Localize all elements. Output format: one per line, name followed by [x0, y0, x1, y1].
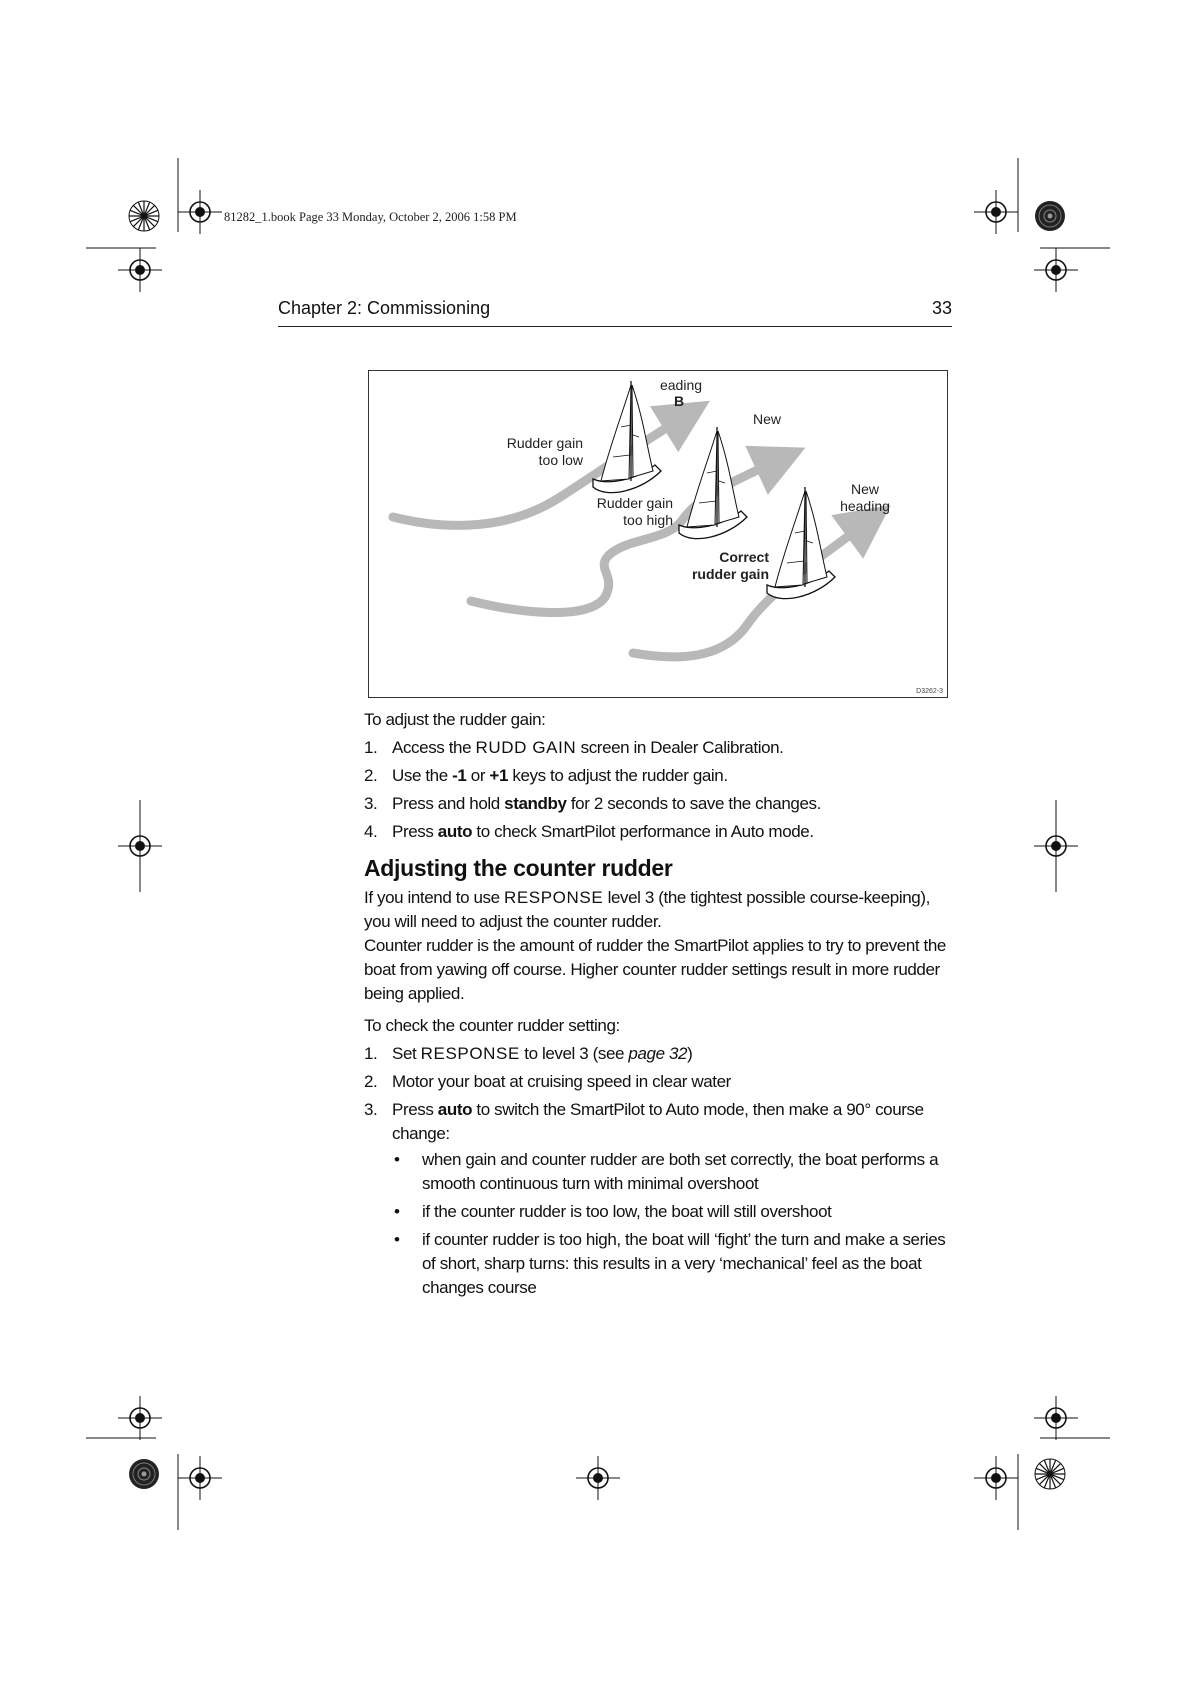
label-gain-low-1: Rudder gain — [506, 435, 583, 451]
label-new: New — [753, 411, 782, 427]
list-item: • if counter rudder is too high, the boat will ‘fight’ the turn and make a series of short, sharp turns: this results in a very ‘mechanical’ feel as the boat changes course — [394, 1230, 946, 1297]
list-item: 1. Set RESPONSE to level 3 (see page 32) — [364, 1044, 693, 1063]
list-item: 1. Access the RUDD GAIN screen in Dealer Calibration. — [364, 738, 784, 757]
label-gain-high-1: Rudder gain — [596, 495, 673, 511]
intro-text-2: To check the counter rudder setting: — [364, 1016, 620, 1035]
section-title: Adjusting the counter rudder — [364, 855, 673, 881]
intro-text: To adjust the rudder gain: — [364, 710, 546, 729]
bullet-list — [392, 1148, 952, 1300]
label-gain-high-2: too high — [623, 512, 673, 528]
page-link[interactable]: page 32 — [628, 1044, 688, 1063]
print-slug: 81282_1.book Page 33 Monday, October 2, 2006 1:58 PM — [224, 210, 517, 224]
rudder-gain-illustration — [369, 371, 947, 697]
page-number: 33 — [931, 298, 952, 318]
label-correct-1: Correct — [719, 549, 769, 565]
list-item: 4. Press auto to check SmartPilot performance in Auto mode. — [364, 822, 814, 841]
label-heading-b: B — [673, 393, 685, 409]
list-item: 3. Press and hold standby for 2 seconds to save the changes. — [364, 794, 821, 813]
running-header — [278, 296, 952, 327]
body-content — [364, 708, 952, 1306]
list-item: 3. Press auto to switch the SmartPilot to Auto mode, then make a 90° course change: • when gain and counter rudder are both set correctly, the boat performs a smooth continuous turn with minimal overshoot • if the counter rudder is too low, the boat will still overshoot • if counter rudder is too high, the boat will ‘fight’ the turn and make a series of short, sharp turns: this results in a very ‘mechanical’ feel as the boat changes course — [364, 1098, 952, 1300]
counter-rudder-steps — [364, 1042, 952, 1300]
boat-correct-gain — [767, 487, 835, 599]
list-item: • if the counter rudder is too low, the boat will still overshoot — [394, 1202, 832, 1221]
label-heading-a: eading — [659, 377, 703, 393]
chapter-title: Chapter 2: Commissioning — [278, 298, 491, 318]
list-item: 2. Motor your boat at cruising speed in clear water — [364, 1072, 731, 1091]
paragraph: If you intend to use RESPONSE level 3 (the tightest possible course-keeping), you will need to adjust the counter rudder. — [364, 888, 930, 931]
paragraph: Counter rudder is the amount of rudder the SmartPilot applies to try to prevent the boat from yawing off course. Higher counter rudder settings result in more rudder being applied. — [364, 936, 946, 1003]
list-item: 2. Use the -1 or +1 keys to adjust the rudder gain. — [364, 766, 728, 785]
list-item: • when gain and counter rudder are both set correctly, the boat performs a smooth continuous turn with minimal overshoot — [394, 1150, 939, 1193]
label-correct-2: rudder gain — [691, 566, 769, 582]
rudder-gain-figure — [368, 370, 948, 698]
figure-id: D3262-3 — [916, 688, 943, 695]
label-new-heading-2: heading — [840, 498, 890, 514]
label-new-heading-1: New — [850, 481, 879, 497]
rudder-gain-steps — [364, 736, 952, 844]
label-gain-low-2: too low — [538, 452, 583, 468]
